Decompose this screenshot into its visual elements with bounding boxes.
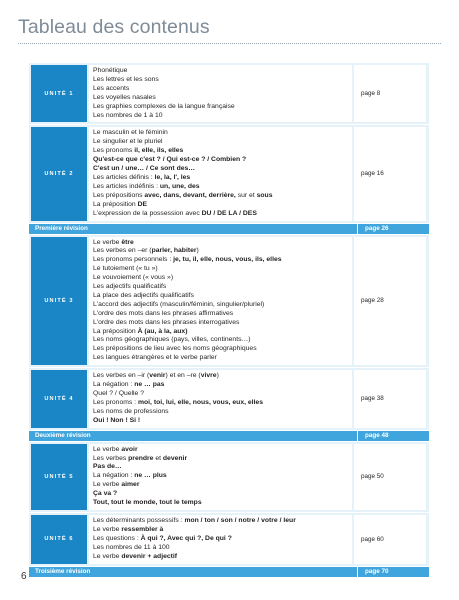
text: sur xyxy=(235,191,250,199)
contents-line xyxy=(93,67,348,76)
contents-line xyxy=(93,319,348,328)
contents-line xyxy=(93,310,348,319)
unit-label: UNITÉ 2 xyxy=(31,127,87,220)
bold-text: aimer xyxy=(121,481,140,489)
text: L'ordre des mots dans les phrases interrogatives xyxy=(93,318,240,326)
unit-label: UNITÉ 6 xyxy=(31,515,87,564)
unit-contents xyxy=(89,237,352,366)
unit-page-ref: page 16 xyxy=(354,127,426,220)
unit-page-ref: page 8 xyxy=(354,65,426,122)
text: ) et en –re ( xyxy=(165,372,201,380)
bold-text: sous xyxy=(256,191,273,199)
text: Le tutoiement (« tu ») xyxy=(93,265,158,273)
contents-line xyxy=(93,490,348,499)
text: Le verbe xyxy=(93,552,122,560)
contents-line xyxy=(93,256,348,265)
bold-text: À qui ?, Avec qui ?, De qui ? xyxy=(140,534,232,542)
unit-page-ref: page 60 xyxy=(354,515,426,564)
text: Les pronoms : xyxy=(93,398,138,406)
text: Les prépositions de lieu avec les noms géographiques xyxy=(93,345,257,353)
contents-line xyxy=(93,292,348,301)
revision-label: Troisième révision xyxy=(35,568,91,575)
text: Les verbes xyxy=(93,454,129,462)
contents-line xyxy=(93,463,348,472)
contents-line xyxy=(93,354,348,363)
contents-line xyxy=(93,94,348,103)
bold-text: devenir + adjectif xyxy=(121,552,178,560)
bold-text: venir xyxy=(149,372,166,380)
text: Le verbe xyxy=(93,481,122,489)
contents-line xyxy=(93,85,348,94)
text: La place des adjectifs qualificatifs xyxy=(93,291,194,299)
contents-line xyxy=(93,210,348,219)
unit-row xyxy=(29,63,429,125)
text: Les pronoms personnels : xyxy=(93,256,174,264)
contents-line xyxy=(93,526,348,535)
bold-text: Tout, tout le monde, tout le temps xyxy=(93,499,202,507)
contents-line xyxy=(93,76,348,85)
contents-line xyxy=(93,156,348,165)
bold-text: devenir xyxy=(162,454,188,462)
revision-page-ref: page 26 xyxy=(357,224,429,234)
contents-line xyxy=(93,372,348,381)
revision-row xyxy=(29,431,429,442)
unit-contents xyxy=(89,65,352,122)
bold-text: Ça va ? xyxy=(93,490,118,498)
text: L'ordre des mots dans les phrases affirmatives xyxy=(93,309,234,317)
bold-text: DU / DE LA / DES xyxy=(201,209,257,217)
bold-text: À (au, à la, aux) xyxy=(137,327,188,335)
revision-label: Deuxième révision xyxy=(35,432,91,440)
contents-line xyxy=(93,138,348,147)
text: Les noms géographiques (pays, villes, continents…) xyxy=(93,336,251,344)
text: Le verbe xyxy=(93,525,122,533)
text: Les accents xyxy=(93,84,130,92)
text: Les verbes en –er ( xyxy=(93,247,152,255)
unit-contents xyxy=(89,370,352,427)
bold-text: avoir xyxy=(121,445,138,453)
unit-page-ref: page 50 xyxy=(354,444,426,510)
contents-line xyxy=(93,265,348,274)
bold-text: Oui ! Non ! Si ! xyxy=(93,416,141,424)
contents-line xyxy=(93,446,348,455)
revision-label: Première révision xyxy=(35,225,88,232)
text: Quel ? / Quelle ? xyxy=(93,390,145,397)
text: Les questions : xyxy=(93,534,141,542)
bold-text: un, une, des xyxy=(159,182,200,190)
text: Le verbe xyxy=(93,445,122,453)
unit-page-ref: page 38 xyxy=(354,370,426,427)
text: et xyxy=(153,454,163,462)
text: L'accord des adjectifs (masculin/féminin, singulier/pluriel) xyxy=(93,300,265,308)
unit-contents xyxy=(89,127,352,220)
text: ) xyxy=(196,247,199,255)
contents-line xyxy=(93,174,348,183)
contents-line xyxy=(93,239,348,248)
contents-line xyxy=(93,535,348,544)
text: La négation : xyxy=(93,381,135,389)
text: Les nombres de 1 à 10 xyxy=(93,111,163,119)
contents-line xyxy=(93,103,348,112)
text: Phonétique xyxy=(93,67,128,74)
contents-table xyxy=(29,63,429,578)
contents-line xyxy=(93,192,348,201)
contents-line xyxy=(93,201,348,210)
bold-text: vivre xyxy=(200,372,217,380)
bold-text: le, la, l', les xyxy=(154,173,191,181)
text: L'expression de la possession avec xyxy=(93,209,202,217)
contents-line xyxy=(93,399,348,408)
revision-row xyxy=(29,224,429,235)
contents-line xyxy=(93,390,348,399)
text: Les verbes en –ir ( xyxy=(93,372,150,380)
contents-line xyxy=(93,112,348,121)
bold-text: ne … pas xyxy=(134,381,165,389)
bold-text: DE xyxy=(137,200,148,208)
bold-text: parler, habiter xyxy=(151,247,197,255)
contents-line xyxy=(93,301,348,310)
contents-line xyxy=(93,165,348,174)
bold-text: être xyxy=(121,238,134,246)
contents-line xyxy=(93,455,348,464)
contents-line xyxy=(93,499,348,508)
text: Les pronoms xyxy=(93,147,135,155)
contents-line xyxy=(93,274,348,283)
revision-page-ref: page 48 xyxy=(357,431,429,441)
contents-line xyxy=(93,247,348,256)
unit-label: UNITÉ 4 xyxy=(31,370,87,427)
contents-line xyxy=(93,345,348,354)
text: La préposition xyxy=(93,327,138,335)
revision-page-ref: page 70 xyxy=(357,567,429,577)
text: La préposition xyxy=(93,200,138,208)
contents-line xyxy=(93,544,348,553)
page-title: Tableau des contenus xyxy=(18,16,210,38)
text: Le masculin et le féminin xyxy=(93,129,168,137)
bold-text: Pas de… xyxy=(93,463,122,471)
text: Les adjectifs qualificatifs xyxy=(93,283,167,291)
bold-text: avec, dans, devant, derrière, xyxy=(144,191,236,199)
text: Les articles définis : xyxy=(93,173,155,181)
bold-text: C'est un / une… / Ce sont des… xyxy=(93,165,196,173)
unit-label: UNITÉ 3 xyxy=(31,237,87,366)
contents-line xyxy=(93,417,348,426)
text: Les lettres et les sons xyxy=(93,75,159,83)
contents-line xyxy=(93,147,348,156)
text: Les articles indéfinis : xyxy=(93,182,160,190)
contents-line xyxy=(93,183,348,192)
unit-page-ref: page 28 xyxy=(354,237,426,366)
contents-line xyxy=(93,517,348,526)
text: ) xyxy=(216,372,219,380)
text: Le vouvoiement (« vous ») xyxy=(93,274,174,282)
text: Les langues étrangères et le verbe parler xyxy=(93,354,217,362)
text: Les déterminants possessifs : xyxy=(93,516,185,524)
contents-line xyxy=(93,129,348,138)
unit-row xyxy=(29,235,429,369)
title-divider xyxy=(18,43,441,44)
text: La négation : xyxy=(93,472,135,480)
bold-text: ne … plus xyxy=(134,472,167,480)
contents-line xyxy=(93,472,348,481)
bold-text: ressembler à xyxy=(121,525,164,533)
bold-text: moi, toi, lui, elle, nous, vous, eux, elles xyxy=(137,398,263,406)
text: Les prépositions xyxy=(93,191,145,199)
bold-text: prendre xyxy=(128,454,154,462)
contents-line xyxy=(93,553,348,562)
unit-contents xyxy=(89,515,352,564)
unit-row xyxy=(29,125,429,223)
text: Les nombres de 11 à 100 xyxy=(93,543,170,551)
text: Les voyelles nasales xyxy=(93,93,156,101)
unit-label: UNITÉ 1 xyxy=(31,65,87,122)
page-number: 6 xyxy=(21,571,27,582)
bold-text: mon / ton / son / notre / votre / leur xyxy=(184,516,296,524)
text: Les noms de professions xyxy=(93,407,169,415)
bold-text: il, elle, ils, elles xyxy=(134,147,184,155)
text: Le verbe xyxy=(93,238,122,246)
unit-row xyxy=(29,368,429,430)
unit-row xyxy=(29,442,429,513)
text: et xyxy=(249,191,257,199)
text: Les graphies complexes de la langue française xyxy=(93,102,235,110)
unit-label: UNITÉ 5 xyxy=(31,444,87,510)
contents-line xyxy=(93,336,348,345)
bold-text: Qu'est-ce que c'est ? / Qui est-ce ? / Combien ? xyxy=(93,156,247,164)
bold-text: je, tu, il, elle, nous, vous, ils, elles xyxy=(173,256,282,264)
revision-row xyxy=(29,567,429,578)
contents-line xyxy=(93,381,348,390)
contents-line xyxy=(93,408,348,417)
contents-line xyxy=(93,328,348,337)
text: Le singulier et le pluriel xyxy=(93,138,163,146)
contents-line xyxy=(93,283,348,292)
unit-row xyxy=(29,513,429,567)
unit-contents xyxy=(89,444,352,510)
contents-line xyxy=(93,481,348,490)
